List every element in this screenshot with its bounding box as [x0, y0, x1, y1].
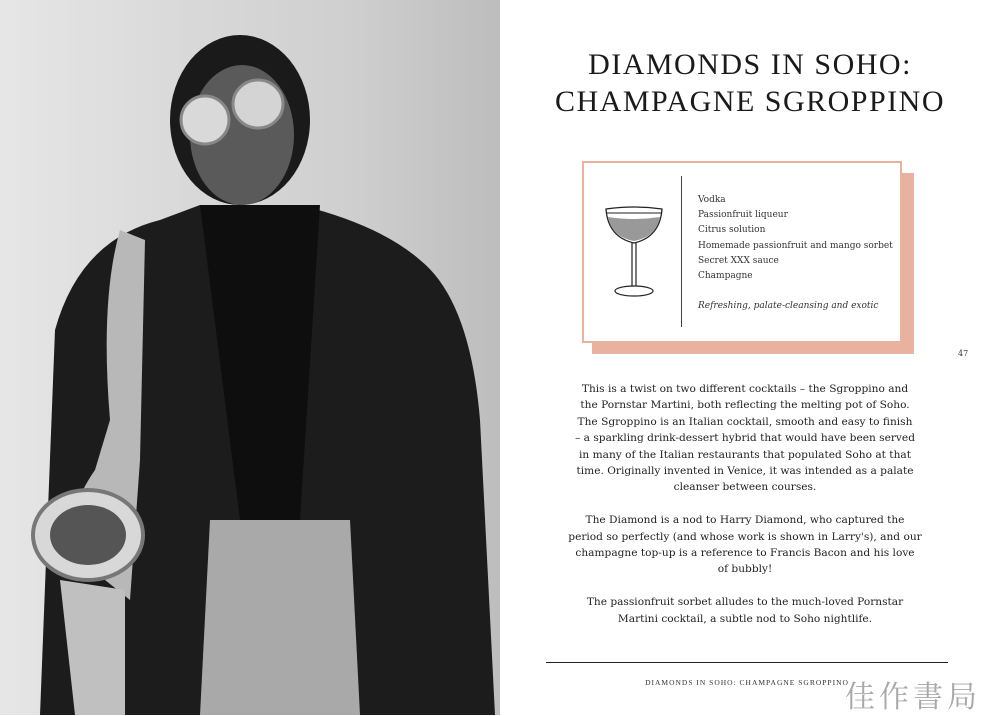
- ingredients-card: [582, 161, 902, 343]
- ingredient: Citrus solution: [698, 225, 766, 236]
- ingredient: Passionfruit liqueur: [698, 210, 788, 221]
- text-line: time. Originally invented in Venice, it was intended as a palate: [576, 465, 914, 478]
- footer-rule: [546, 662, 948, 663]
- text-line: champagne top-up is a reference to Francis Bacon and his love: [575, 547, 915, 560]
- ingredient: Secret XXX sauce: [698, 255, 779, 266]
- text-line: the Pornstar Martini, both reflecting the melting pot of Soho.: [580, 399, 910, 412]
- ingredient: Champagne: [698, 271, 753, 282]
- watermark: 佳作書局: [845, 680, 981, 715]
- coupe-glass-icon: [604, 203, 664, 299]
- text-line: The passionfruit sorbet alludes to the much-loved Pornstar: [586, 596, 904, 609]
- text-line: in many of the Italian restaurants that populated Soho at that: [579, 448, 911, 461]
- text-line: cleanser between courses.: [673, 481, 817, 494]
- tagline: Refreshing, palate-cleansing and exotic: [698, 301, 879, 312]
- photo-saxophonist: [0, 0, 500, 715]
- body-text: [545, 381, 945, 643]
- title-line-2: CHAMPAGNE SGROPPINO: [555, 85, 945, 118]
- text-line: This is a twist on two different cocktails – the Sgroppino and: [581, 383, 909, 395]
- text-line: The Diamond is a nod to Harry Diamond, who captured the: [585, 514, 905, 527]
- running-footer: DIAMONDS IN SOHO: CHAMPAGNE SGROPPINO: [645, 678, 849, 687]
- ingredient: Vodka: [698, 195, 726, 205]
- text-line: period so perfectly (and whose work is shown in Larry's), and our: [568, 530, 922, 543]
- page-title: [500, 46, 1000, 120]
- text-line: – a sparkling drink-dessert hybrid that would have been served: [575, 432, 915, 445]
- ingredient: Homemade passionfruit and mango sorbet: [698, 240, 893, 251]
- paragraph-2: [545, 512, 945, 578]
- text-line: of bubbly!: [717, 563, 773, 576]
- text-line: Martini cocktail, a subtle nod to Soho nightlife.: [617, 612, 873, 625]
- card-divider: [681, 176, 682, 327]
- text-line: The Sgroppino is an Italian cocktail, smooth and easy to finish: [577, 415, 913, 428]
- paragraph-3: [545, 594, 945, 627]
- ingredient-list: [698, 193, 893, 314]
- paragraph-1: [545, 381, 945, 496]
- page-number: 47: [958, 349, 969, 358]
- title-line-1: DIAMONDS IN SOHO:: [588, 48, 912, 81]
